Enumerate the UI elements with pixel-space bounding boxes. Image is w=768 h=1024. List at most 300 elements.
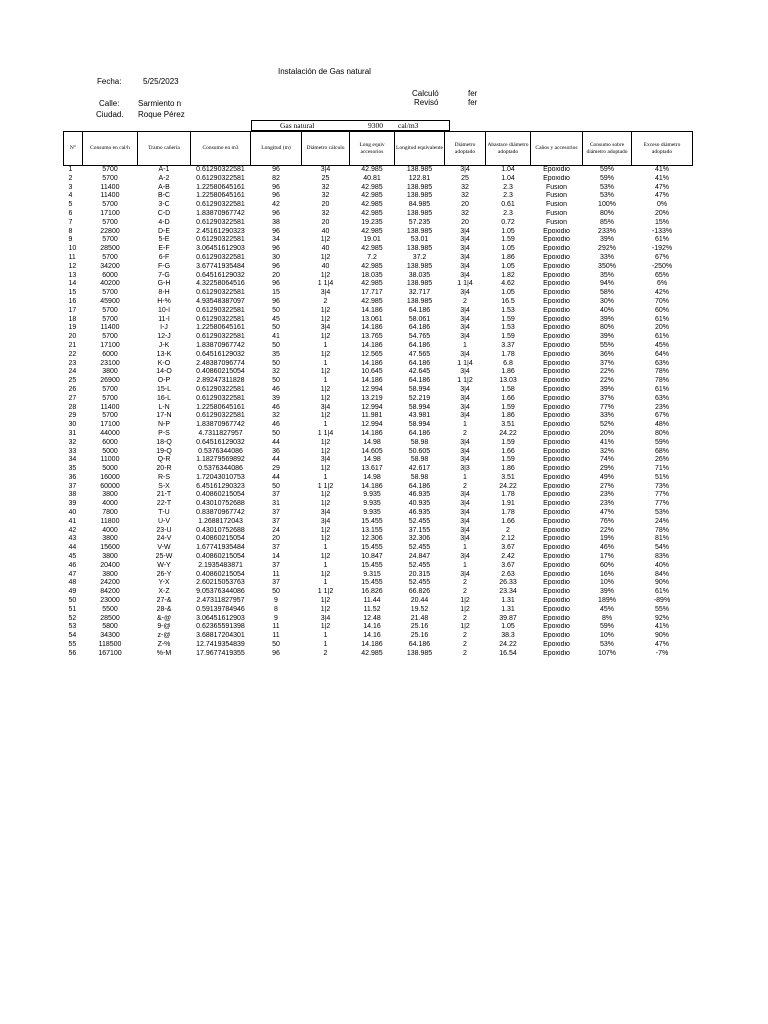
ciudad-value: Roque Pérez <box>138 110 185 119</box>
table-cell: Epoxidio <box>543 333 570 341</box>
table-cell: 6% <box>656 280 668 288</box>
table-row <box>64 544 693 553</box>
table-cell: 96 <box>272 262 280 270</box>
table-cell: 2.47311827957 <box>196 597 245 605</box>
table-cell: 42.985 <box>361 192 383 200</box>
table-cell: 42% <box>654 289 669 297</box>
table-cell: 13.617 <box>361 465 383 473</box>
table-cell: 37% <box>599 359 614 367</box>
table-cell: 61% <box>654 588 669 596</box>
table-cell: 9.935 <box>363 491 381 499</box>
table-cell: 14-O <box>156 368 172 376</box>
table-cell: 74% <box>599 456 614 464</box>
table-cell: 122.81 <box>408 174 431 182</box>
table-cell: 20 <box>321 201 330 209</box>
table-cell: 23000 <box>100 597 120 605</box>
table-cell: 13.155 <box>361 526 383 534</box>
table-cell: 0.64516129032 <box>196 271 245 279</box>
table-cell: Fusion <box>545 183 567 191</box>
table-row <box>64 448 693 457</box>
table-cell: 3800 <box>102 553 118 561</box>
table-cell: 45% <box>654 341 669 349</box>
table-cell: 63% <box>654 394 669 402</box>
table-cell: 42.985 <box>361 245 383 253</box>
table-cell: 76% <box>599 517 614 525</box>
table-row <box>64 342 693 351</box>
table-cell: 5 <box>68 201 73 209</box>
column-header: Tramo cañería <box>138 132 191 166</box>
table-row <box>64 412 693 421</box>
table-cell: 16 <box>68 297 77 305</box>
table-cell: 32.306 <box>408 535 431 543</box>
table-cell: 1 <box>323 341 328 349</box>
table-cell: 58.994 <box>408 385 431 393</box>
table-cell: K-O <box>157 359 171 367</box>
table-cell: 50 <box>272 377 280 385</box>
table-cell: 42.985 <box>361 166 383 173</box>
table-cell: 82 <box>272 174 280 182</box>
table-cell: 9.05376344086 <box>196 588 245 596</box>
table-cell: 2 <box>323 297 328 305</box>
table-cell: E-F <box>158 245 170 253</box>
table-cell: 6.8 <box>503 359 513 367</box>
table-cell: 25-W <box>155 553 173 561</box>
table-cell: 37% <box>599 394 614 402</box>
table-cell: 30 <box>68 421 77 429</box>
table-cell: X-Z <box>158 588 170 596</box>
table-cell: 10-I <box>157 306 171 314</box>
table-cell: 3.67 <box>501 561 515 569</box>
table-cell: 3.67741935484 <box>196 262 245 270</box>
table-cell: 32 <box>461 183 469 191</box>
table-cell: 20400 <box>100 561 120 569</box>
table-cell: 40 <box>68 509 77 517</box>
table-cell: 167100 <box>98 649 122 657</box>
table-cell: 1|2 <box>320 447 331 455</box>
table-cell: 3|4 <box>460 315 470 323</box>
table-cell: 37 <box>272 579 280 587</box>
table-cell: 2 <box>463 632 467 640</box>
table-row <box>64 562 693 571</box>
table-cell: 6000 <box>102 438 118 446</box>
table-cell: 5800 <box>102 623 118 631</box>
table-cell: 1.22580645161 <box>196 183 245 191</box>
table-cell: 138.985 <box>406 183 433 191</box>
table-cell: 8 <box>274 605 278 613</box>
fecha-value: 5/25/2023 <box>143 77 179 86</box>
table-cell: 43.981 <box>408 412 431 420</box>
table-cell: 1|2 <box>320 526 331 534</box>
table-cell: 11 <box>272 570 280 578</box>
table-cell: 6 <box>68 209 73 217</box>
table-row <box>64 289 693 298</box>
table-cell: Epoxidio <box>543 526 570 534</box>
table-cell: 48 <box>68 579 77 587</box>
table-cell: 40.935 <box>408 500 431 508</box>
table-cell: 44000 <box>100 429 120 437</box>
table-cell: 58.98 <box>410 473 429 481</box>
table-cell: Epoxidio <box>543 262 570 270</box>
table-row <box>64 641 693 650</box>
table-cell: 80% <box>599 324 614 332</box>
table-cell: Epoxidio <box>543 623 570 631</box>
table-cell: 14.98 <box>363 438 381 446</box>
table-cell: -250% <box>651 262 673 270</box>
table-cell: 46.935 <box>408 491 431 499</box>
table-cell: J-K <box>158 341 170 349</box>
table-cell: 12.994 <box>361 385 383 393</box>
table-cell: 47.565 <box>408 350 431 358</box>
table-cell: 5700 <box>102 166 118 173</box>
table-cell: 3|4 <box>320 509 331 517</box>
table-cell: 41% <box>599 438 614 446</box>
table-cell: I-J <box>160 324 168 332</box>
table-cell: 3|4 <box>320 324 331 332</box>
table-cell: 1|2 <box>320 236 331 244</box>
table-cell: 14.16 <box>363 632 381 640</box>
table-cell: 1|2 <box>320 412 331 420</box>
table-cell: 90% <box>654 579 669 587</box>
table-cell: 19% <box>599 535 614 543</box>
table-cell: 1|2 <box>320 306 331 314</box>
table-cell: 3|4 <box>460 271 470 279</box>
table-cell: 15-L <box>156 385 171 393</box>
table-cell: -7% <box>655 649 669 657</box>
table-cell: 3.51 <box>501 473 515 481</box>
table-row <box>64 404 693 413</box>
table-row <box>64 307 693 316</box>
table-cell: 3|4 <box>460 394 470 402</box>
table-cell: 78% <box>654 368 669 376</box>
table-cell: 37 <box>272 561 280 569</box>
table-cell: O-P <box>157 377 171 385</box>
table-cell: 1 <box>323 579 328 587</box>
table-cell: 41 <box>68 517 77 525</box>
table-cell: 138.985 <box>406 166 433 173</box>
table-cell: 38 <box>68 491 77 499</box>
table-cell: 6-F <box>158 253 170 261</box>
table-cell: 5700 <box>102 333 118 341</box>
table-cell: 19.52 <box>410 605 429 613</box>
table-cell: 24% <box>654 517 669 525</box>
table-cell: 32 <box>68 438 77 446</box>
table-cell: 31 <box>272 500 280 508</box>
table-cell: 96 <box>272 280 280 288</box>
table-cell: Epoxidio <box>543 438 570 446</box>
table-cell: 96 <box>272 227 280 235</box>
table-cell: 12.7419354839 <box>196 641 245 649</box>
table-cell: 14.98 <box>363 456 381 464</box>
reviso-label: Revisó <box>414 98 439 107</box>
table-cell: 96 <box>272 209 280 217</box>
table-cell: 80% <box>654 429 669 437</box>
table-cell: 10% <box>599 632 614 640</box>
table-cell: 11400 <box>100 192 120 200</box>
table-cell: 107% <box>598 649 616 657</box>
table-cell: 34 <box>68 456 77 464</box>
table-cell: 32 <box>321 209 330 217</box>
table-cell: 3|4 <box>460 500 470 508</box>
table-cell: 13.03 <box>499 377 517 385</box>
table-cell: 71% <box>654 465 669 473</box>
table-cell: 1|2 <box>320 605 331 613</box>
table-row <box>64 623 693 632</box>
table-cell: D-E <box>157 227 171 235</box>
table-cell: Epoxidio <box>543 377 570 385</box>
table-row <box>64 483 693 492</box>
table-cell: S-X <box>158 482 170 490</box>
table-cell: 12 <box>68 262 77 270</box>
table-cell: 28500 <box>100 245 120 253</box>
table-cell: 0.5376344086 <box>198 465 243 473</box>
table-cell: Z-% <box>157 641 171 649</box>
table-cell: 45 <box>68 553 77 561</box>
table-cell: 24.22 <box>499 482 517 490</box>
table-cell: 0% <box>656 201 668 209</box>
table-cell: 1.66 <box>501 394 515 402</box>
calculo-value: fer <box>468 89 478 98</box>
table-cell: %-M <box>156 649 172 657</box>
table-cell: 64.186 <box>408 324 431 332</box>
table-cell: 27% <box>599 482 614 490</box>
table-cell: 1|2 <box>320 368 331 376</box>
table-cell: 3|4 <box>460 456 470 464</box>
table-cell: 22% <box>599 377 614 385</box>
table-cell: 52% <box>599 421 614 429</box>
table-cell: 3-C <box>158 201 170 209</box>
table-cell: 55% <box>599 341 614 349</box>
table-row <box>64 236 693 245</box>
table-cell: -89% <box>653 597 671 605</box>
gas-label: Gas natural <box>280 121 315 130</box>
table-cell: F-G <box>157 262 171 270</box>
table-cell: 2 <box>463 649 467 657</box>
table-cell: 28 <box>68 403 77 411</box>
table-cell: 20 <box>272 535 280 543</box>
table-cell: 55% <box>654 605 669 613</box>
table-cell: 25.16 <box>410 623 429 631</box>
table-cell: 1|2 <box>320 500 331 508</box>
table-cell: 8 <box>68 227 73 235</box>
table-cell: 1.53 <box>501 306 515 314</box>
table-cell: 0.40860215054 <box>196 491 245 499</box>
table-cell: 20 <box>321 218 330 226</box>
table-row <box>64 184 693 193</box>
table-cell: 32 <box>461 209 469 217</box>
table-cell: 45900 <box>100 297 120 305</box>
table-cell: 7.2 <box>367 253 377 261</box>
table-cell: 30 <box>272 253 280 261</box>
table-row <box>64 439 693 448</box>
table-cell: 28-& <box>156 605 172 613</box>
table-cell: 32 <box>272 368 280 376</box>
table-cell: 100% <box>598 201 616 209</box>
table-cell: 50 <box>272 324 280 332</box>
table-cell: 20 <box>68 333 77 341</box>
table-cell: 11 <box>272 623 280 631</box>
table-cell: 35 <box>272 350 280 358</box>
table-cell: 96 <box>272 649 280 657</box>
table-cell: 42.985 <box>361 262 383 270</box>
reviso-value: fer <box>468 98 478 107</box>
table-cell: 11400 <box>100 403 120 411</box>
table-cell: T-U <box>158 509 170 517</box>
table-cell: 18 <box>68 315 77 323</box>
table-cell: 11-I <box>158 315 170 323</box>
table-cell: 47% <box>654 641 669 649</box>
table-cell: 1.2688172043 <box>198 517 243 525</box>
table-cell: 14.16 <box>363 623 381 631</box>
table-cell: 6000 <box>102 350 118 358</box>
table-cell: 2.12 <box>501 535 515 543</box>
table-row <box>64 219 693 228</box>
table-cell: 39% <box>599 333 614 341</box>
table-cell: 1.59 <box>501 333 515 341</box>
table-row <box>64 228 693 237</box>
table-cell: 3|4 <box>460 227 470 235</box>
table-cell: 2 <box>463 482 467 490</box>
table-cell: 23100 <box>100 359 120 367</box>
table-cell: 23% <box>654 403 669 411</box>
table-cell: 20 <box>461 218 469 226</box>
table-cell: Epoxidio <box>543 227 570 235</box>
table-cell: 41% <box>654 623 669 631</box>
table-cell: 44 <box>272 456 280 464</box>
table-cell: Epoxidio <box>543 271 570 279</box>
table-cell: 5500 <box>102 605 118 613</box>
table-cell: 14.186 <box>361 324 383 332</box>
table-cell: 39 <box>272 394 280 402</box>
table-cell: 53% <box>599 641 614 649</box>
table-row <box>64 254 693 263</box>
table-cell: 12.994 <box>361 403 383 411</box>
table-cell: 47% <box>599 509 614 517</box>
table-cell: 1.31 <box>501 597 515 605</box>
table-row <box>64 175 693 184</box>
table-cell: 17% <box>599 553 614 561</box>
table-cell: 3|4 <box>320 517 331 525</box>
table-cell: 17.9677419355 <box>196 649 245 657</box>
table-cell: 3|4 <box>320 456 331 464</box>
table-cell: 20-R <box>156 465 172 473</box>
table-cell: 16.826 <box>361 588 383 596</box>
table-cell: 1|2 <box>320 491 331 499</box>
table-cell: 3800 <box>102 491 118 499</box>
table-cell: 37 <box>272 509 280 517</box>
table-cell: 73% <box>654 482 669 490</box>
table-cell: 2 <box>463 641 467 649</box>
table-cell: 11400 <box>100 324 120 332</box>
table-cell: Fusion <box>545 201 567 209</box>
table-row <box>64 395 693 404</box>
table-cell: Epoxidio <box>543 385 570 393</box>
table-cell: 25 <box>321 174 330 182</box>
table-cell: 4-D <box>158 218 170 226</box>
table-cell: 1 1|2 <box>457 377 473 385</box>
table-cell: 5700 <box>102 306 118 314</box>
table-row <box>64 201 693 210</box>
table-row <box>64 280 693 289</box>
table-cell: 2.42 <box>501 553 515 561</box>
table-cell: 24.847 <box>408 553 431 561</box>
table-cell: 96 <box>272 166 280 173</box>
table-cell: 1.66 <box>501 517 515 525</box>
table-cell: 29 <box>68 412 77 420</box>
table-cell: 21.48 <box>410 614 429 622</box>
table-cell: 12.565 <box>361 350 383 358</box>
table-cell: Epoxidio <box>543 412 570 420</box>
table-cell: 10% <box>599 579 614 587</box>
column-header: Consumo en cal/h <box>83 132 138 166</box>
table-cell: 39% <box>599 588 614 596</box>
table-cell: 50 <box>272 359 280 367</box>
table-cell: 5700 <box>102 394 118 402</box>
table-cell: 1.86 <box>501 465 515 473</box>
column-header: Consumo en m3 <box>191 132 251 166</box>
table-cell: 1.05 <box>501 289 515 297</box>
table-cell: 17-N <box>156 412 172 420</box>
table-cell: 138.985 <box>406 209 433 217</box>
table-cell: 3800 <box>102 570 118 578</box>
table-cell: 18-Q <box>156 438 172 446</box>
table-cell: 84% <box>654 570 669 578</box>
table-cell: Epoxidio <box>543 465 570 473</box>
table-cell: 7-G <box>158 271 170 279</box>
table-cell: Fusion <box>545 209 567 217</box>
table-cell: 2.45161290323 <box>196 227 245 235</box>
table-cell: 1.78 <box>501 491 515 499</box>
table-cell: 2 <box>463 588 467 596</box>
table-cell: 1|2 <box>320 570 331 578</box>
table-cell: 96 <box>272 192 280 200</box>
table-cell: 28500 <box>100 614 120 622</box>
table-cell: 0.61290322581 <box>196 253 245 261</box>
table-cell: Epoxidio <box>543 570 570 578</box>
table-cell: H-% <box>157 297 171 305</box>
table-cell: 16.54 <box>499 649 517 657</box>
table-cell: 1.83870967742 <box>196 421 245 429</box>
table-cell: 57.235 <box>408 218 431 226</box>
table-cell: 5700 <box>102 412 118 420</box>
table-cell: 50 <box>272 588 280 596</box>
table-cell: 2 <box>68 174 73 182</box>
table-cell: 1 <box>323 359 328 367</box>
table-cell: 19-Q <box>156 447 172 455</box>
table-cell: 1|2 <box>320 553 331 561</box>
table-cell: 1|2 <box>320 315 331 323</box>
table-cell: 11.52 <box>363 605 381 613</box>
gas-value: 9300 <box>368 121 383 130</box>
table-row <box>64 491 693 500</box>
table-cell: 24-V <box>156 535 172 543</box>
table-cell: 22 <box>68 350 77 358</box>
table-cell: 1 <box>68 166 73 173</box>
table-cell: Epoxidio <box>543 517 570 525</box>
table-cell: 65% <box>654 271 669 279</box>
table-cell: 38.3 <box>501 632 515 640</box>
table-cell: 3800 <box>102 535 118 543</box>
table-cell: 3|4 <box>460 517 470 525</box>
table-cell: 3|4 <box>320 289 331 297</box>
table-cell: 1.05 <box>501 245 515 253</box>
table-cell: 3|4 <box>460 368 470 376</box>
table-cell: 4000 <box>102 526 118 534</box>
table-cell: 0.61290322581 <box>196 289 245 297</box>
column-header: Long equiv accesorios <box>350 132 395 166</box>
table-cell: 24.22 <box>499 429 517 437</box>
column-header: Caños y accesorios <box>531 132 583 166</box>
table-cell: 70% <box>654 297 669 305</box>
